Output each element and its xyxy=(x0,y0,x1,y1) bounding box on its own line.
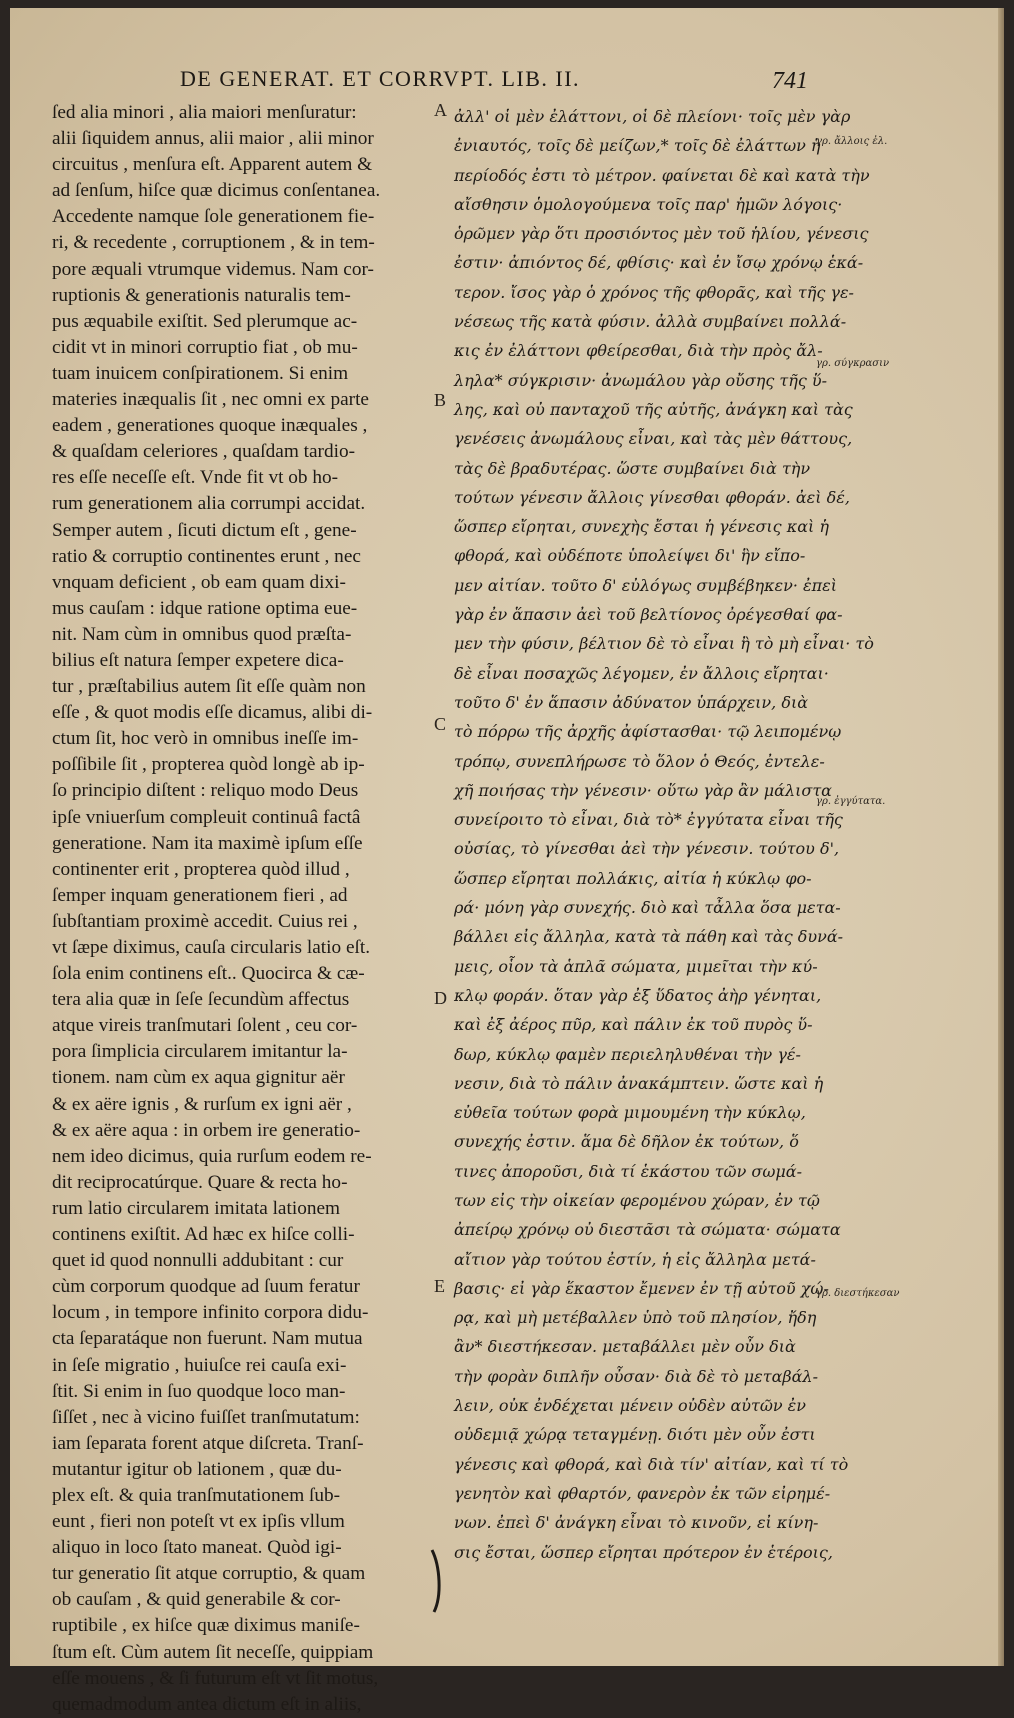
latin-text-line: ob cauſam , & quid generabile & cor- xyxy=(52,1589,341,1611)
greek-text-line: λειν, οὐκ ἐνδέχεται μένειν οὐδὲν αὐτῶν ἐν xyxy=(454,1396,806,1416)
latin-text-line: ſed alia minori , alia maiori menſuratur: xyxy=(52,102,357,123)
margin-note-variant: γρ. σύγκρασιν xyxy=(816,358,890,369)
latin-text-line: cùm corporum quodque ad ſuum feratur xyxy=(52,1276,360,1298)
latin-text-line: pora ſimplicia circularem imitantur la- xyxy=(52,1041,348,1063)
latin-text-line: eadem , generationes quoque inæquales , xyxy=(52,415,368,437)
latin-text-line: mus cauſam : idque ratione optima eue- xyxy=(52,597,358,619)
latin-text-line: ſtit. Si enim in ſuo quodque loco man- xyxy=(52,1380,346,1402)
greek-text-line: νέσεως τῆς κατὰ φύσιν. ἀλλὰ συμβαίνει πολλά- xyxy=(454,312,847,332)
latin-text-line: pore æquali vtrumque videmus. Nam cor- xyxy=(52,258,374,280)
latin-text-line: ruptibile , ex hiſce quæ diximus maniſe- xyxy=(52,1615,360,1637)
latin-text-line: dit reciprocatúrque. Quare & recta ho- xyxy=(52,1171,348,1193)
greek-text-line: τούτων γένεσιν ἄλλοις γίνεσθαι φθοράν. ἀεὶ δέ, xyxy=(454,487,850,507)
greek-text-line: μεν τὴν φύσιν, βέλτιον δὲ τὸ εἶναι ἢ τὸ μὴ εἶναι· τὸ xyxy=(454,634,874,654)
greek-text-line: βάλλει εἰς ἄλληλα, κατὰ τὰ πάθη καὶ τὰς δυνά- xyxy=(454,927,844,947)
greek-text-line: γενητὸν καὶ φθαρτόν, φανερὸν ἐκ τῶν εἰρημέ- xyxy=(454,1483,831,1503)
latin-text-line: aliquo in loco ſtato maneat. Quòd igi- xyxy=(52,1537,342,1559)
latin-text-line: Semper autem , ſicuti dictum eſt , gene- xyxy=(52,519,357,541)
greek-text-line: γενέσεις ἀνωμάλους εἶναι, καὶ τὰς μὲν θάττους, xyxy=(454,429,853,449)
greek-text-line: εὐθεῖα τούτων φορὰ μιμουμένη τὴν κύκλῳ, xyxy=(454,1103,806,1123)
running-title: DE GENERAT. ET CORRVPT. LIB. II. xyxy=(180,66,581,91)
latin-text-line: nem ideo dicimus, quia rurſum eodem re- xyxy=(52,1145,372,1167)
page-number: 741 xyxy=(772,68,808,94)
greek-text-line: τὸ πόρρω τῆς ἀρχῆς ἀφίστασθαι· τῷ λειπομένῳ xyxy=(454,722,842,742)
margin-note-variant: γρ. διεστήκεσαν xyxy=(816,1288,900,1299)
book-page xyxy=(10,8,1004,1715)
greek-text-line: συνεχής ἐστιν. ἅμα δὲ δῆλον ἐκ τούτων, ὅ xyxy=(454,1132,799,1152)
latin-text-line: eunt , fieri non poteſt vt ex ipſis vllum xyxy=(52,1511,345,1533)
latin-text-line: ruptionis & generationis naturalis tem- xyxy=(52,284,351,306)
latin-text-line: cidit vt in minori corruptio fiat , ob mu- xyxy=(52,336,358,358)
greek-text-line: νεσιν, διὰ τὸ πάλιν ἀνακάμπτειν. ὥστε καὶ ἡ xyxy=(454,1073,824,1093)
greek-text-line: δωρ, κύκλῳ φαμὲν περιεληλυθέναι τὴν γέ- xyxy=(454,1044,801,1064)
latin-text-line: tionem. nam cùm ex aqua gignitur aër xyxy=(52,1067,345,1089)
margin-letter-b: B xyxy=(434,390,447,410)
latin-text-line: continenter erit , propterea quòd illud , xyxy=(52,858,350,880)
latin-text-line: eſſe , & quot modis eſſe dicamus, alibi di- xyxy=(52,702,373,724)
latin-text-line: pus æquabile exiſtit. Sed plerumque ac- xyxy=(52,310,358,332)
greek-text-line: ἐστιν· ἀπιόντος δέ, φθίσις· καὶ ἐν ἴσῳ χρόνῳ ἑκά- xyxy=(454,253,864,273)
page-edge xyxy=(998,8,1004,1666)
latin-text-line: ipſe vniuerſum compleuit continuâ factâ xyxy=(52,806,361,828)
margin-note-variant: γρ. ἐγγύτατα. xyxy=(816,796,886,807)
greek-text-line: μεν αἰτίαν. τοῦτο δ' εὐλόγως συμβέβηκεν· ἐπεὶ xyxy=(454,575,837,595)
greek-text-line: ὥσπερ εἴρηται, συνεχὴς ἔσται ἡ γένεσις καὶ ἡ xyxy=(454,517,829,537)
greek-text-line: των εἰς τὴν οἰκείαν φερομένου χώραν, ἐν τῷ xyxy=(454,1190,820,1210)
bracket-ornament xyxy=(424,1546,454,1616)
greek-text-line: ρᾳ, καὶ μὴ μετέβαλλεν ὑπὸ τοῦ πλησίον, ἤδη xyxy=(454,1308,817,1328)
latin-text-line: mutantur igitur ob lationem , quæ du- xyxy=(52,1458,342,1480)
margin-letter-e: E xyxy=(434,1276,445,1296)
latin-column xyxy=(52,100,432,1718)
greek-text-line: ὥσπερ εἴρηται πολλάκις, αἰτία ἡ κύκλῳ φο- xyxy=(454,868,812,888)
latin-text-line: rum generationem alia corrumpi accidat. xyxy=(52,493,366,515)
latin-text-line: poſſibile ſit , propterea quòd longè ab ip- xyxy=(52,754,365,776)
latin-text-line: tera alia quæ in ſeſe ſecundùm affectus xyxy=(52,989,350,1011)
greek-text-line: οὐσίας, τὸ γίνεσθαι ἀεὶ τὴν γένεσιν. τούτου δ', xyxy=(454,839,840,859)
greek-text-line: λης, καὶ οὐ πανταχοῦ τῆς αὐτῆς, ἀνάγκη καὶ τὰς xyxy=(454,399,853,419)
greek-text-line: τοῦτο δ' ἐν ἅπασιν ἀδύνατον ὑπάρχειν, διὰ xyxy=(454,692,809,712)
latin-text-line: circuitus , menſura eſt. Apparent autem & xyxy=(52,154,373,176)
latin-text-line: tur generatio ſit atque corruptio, & quam xyxy=(52,1563,366,1585)
latin-text-line: ratio & corruptio continentes erunt , nec xyxy=(52,545,361,567)
greek-text-line: φθορά, καὶ οὐδέποτε ὑπολείψει δι' ἣν εἴπο- xyxy=(454,546,806,566)
latin-text-line: in ſeſe migratio , huiuſce rei cauſa exi- xyxy=(52,1354,347,1376)
latin-text-line: quemadmodum antea dictum eſt in aliis, xyxy=(52,1693,362,1715)
latin-text-line: ſtum eſt. Cùm autem ſit neceſſe, quippiam xyxy=(52,1641,374,1663)
greek-text-line: τὰς δὲ βραδυτέρας. ὥστε συμβαίνει διὰ τὴν xyxy=(454,458,811,478)
latin-text-line: ſemper inquam generationem fieri , ad xyxy=(52,884,348,906)
latin-text-line: ſo principio diſtent : reliquo modo Deus xyxy=(52,780,359,802)
latin-text-line: nit. Nam cùm in omnibus quod præſta- xyxy=(52,623,352,645)
greek-text-line: κλῳ φοράν. ὅταν γὰρ ἐξ ὕδατος ἀὴρ γένηται, xyxy=(454,985,822,1005)
latin-text-line: vnquam deficient , ob eam quam dixi- xyxy=(52,571,346,593)
margin-letter-c: C xyxy=(434,714,447,734)
latin-text-line: ad ſenſum, hiſce quæ dicimus conſentanea. xyxy=(52,180,381,202)
latin-text-line: Accedente namque ſole generationem fie- xyxy=(52,206,375,228)
latin-text-line: quet id quod nonnulli addubitant : cur xyxy=(52,1250,344,1272)
margin-letter-a: A xyxy=(434,100,447,120)
latin-text-line: rum latio circularem imitata lationem xyxy=(52,1197,341,1219)
greek-text-line: συνείροιτο τὸ εἶναι, διὰ τὸ* ἐγγύτατα εἶναι τῆς xyxy=(454,810,843,830)
greek-text-line: τὴν φορὰν διπλῆν οὖσαν· διὰ δὲ τὸ μεταβάλ- xyxy=(454,1366,818,1386)
greek-text-line: τερον. ἴσος γὰρ ὁ χρόνος τῆς φθορᾶς, καὶ τῆς γε- xyxy=(454,282,854,302)
greek-text-line: καὶ ἐξ ἀέρος πῦρ, καὶ πάλιν ἐκ τοῦ πυρὸς ὕ- xyxy=(454,1015,813,1035)
latin-text-line: continens exiſtit. Ad hæc ex hiſce colli- xyxy=(52,1224,355,1246)
latin-text-line: atque vireis tranſmutari ſolent , ceu cor- xyxy=(52,1015,358,1037)
greek-text-line: βασις· εἰ γὰρ ἕκαστον ἔμενεν ἐν τῇ αὐτοῦ χώ- xyxy=(454,1278,829,1298)
latin-text-line: plex eſt. & quia tranſmutationem ſub- xyxy=(52,1484,341,1506)
latin-text-line: iam ſeparata forent atque diſcreta. Tranſ- xyxy=(52,1432,364,1454)
latin-text-line: ſiſſet , nec à vicino fuiſſet tranſmutatum: xyxy=(52,1406,360,1428)
margin-letter-d: D xyxy=(434,988,447,1008)
latin-text-line: vt ſæpe diximus, cauſa circularis latio eſt. xyxy=(52,937,371,958)
latin-text-line: res eſſe neceſſe eſt. Vnde fit vt ob ho- xyxy=(52,467,339,489)
greek-text-line: ληλα* σύγκρισιν· ἀνωμάλου γὰρ οὔσης τῆς ὕ- xyxy=(454,370,827,390)
greek-text-line: αἴτιον γὰρ τούτου ἐστίν, ἡ εἰς ἄλληλα μετά- xyxy=(454,1249,816,1269)
greek-text-line: δὲ εἶναι ποσαχῶς λέγομεν, ἐν ἄλλοις εἴρηται· xyxy=(454,663,829,683)
greek-text-line: αἴσθησιν ὁμολογούμενα τοῖς παρ' ἡμῶν λόγοις· xyxy=(454,194,843,214)
greek-text-line: ρά· μόνη γὰρ συνεχής. διὸ καὶ τἆλλα ὅσα μετα- xyxy=(454,898,841,918)
latin-text-line: materies inæqualis ſit , nec omni ex parte xyxy=(52,389,369,411)
latin-text-line: tur , præſtabilius autem ſit eſſe quàm non xyxy=(52,676,366,698)
latin-text-line: ſola enim continens eſt.. Quocirca & cæ- xyxy=(52,963,365,985)
greek-text-line: γὰρ ἐν ἅπασιν ἀεὶ τοῦ βελτίονος ὀρέγεσθαί φα- xyxy=(454,605,843,625)
greek-text-line: ἂν* διεστήκεσαν. μεταβάλλει μὲν οὖν διὰ xyxy=(454,1337,796,1357)
latin-text-line: cta ſeparatáque non fuerunt. Nam mutua xyxy=(52,1328,363,1350)
greek-text-line: ἐνιαυτός, τοῖς δὲ μείζων,* τοῖς δὲ ἐλάττων ἡ xyxy=(454,136,821,156)
latin-text-line: generatione. Nam ita maximè ipſum eſſe xyxy=(52,832,363,854)
latin-text-line: ri, & recedente , corruptionem , & in tem- xyxy=(52,232,375,254)
greek-text-line: ὁρῶμεν γὰρ ὅτι προσιόντος μὲν τοῦ ἡλίου, γένεσις xyxy=(454,224,869,244)
latin-text-line: bilius eſt natura ſemper expetere dica- xyxy=(52,649,344,671)
latin-text-line: & ex aëre ignis , & rurſum ex igni aër , xyxy=(52,1093,352,1115)
latin-text-line: eſſe mouens , & ſi futurum eſt vt ſit motus, xyxy=(52,1667,379,1689)
greek-text-line: οὐδεμιᾷ χώρᾳ τεταγμένῃ. διότι μὲν οὖν ἐστι xyxy=(454,1425,816,1445)
latin-text-line: ſubſtantiam proximè accedit. Cuius rei , xyxy=(52,910,358,932)
greek-text-line: χῆ ποιήσας τὴν γένεσιν· οὕτω γὰρ ἂν μάλιστα xyxy=(454,780,832,800)
latin-text-line: & ex aëre aqua : in orbem ire generatio- xyxy=(52,1119,361,1141)
greek-text-line: μεις, οἷον τὰ ἁπλᾶ σώματα, μιμεῖται τὴν κύ- xyxy=(454,956,818,976)
greek-text-line: τινες ἀποροῦσι, διὰ τί ἑκάστου τῶν σωμά- xyxy=(454,1161,802,1181)
latin-text-line: tuam inuicem conſpirationem. Si enim xyxy=(52,362,349,384)
margin-note-variant: γρ. ἄλλοις ἐλ. xyxy=(816,136,888,147)
greek-text-line: νων. ἐπεὶ δ' ἀνάγκη εἶναι τὸ κινοῦν, εἰ κίνη- xyxy=(454,1513,819,1533)
latin-text-line: alii ſiquidem annus, alii maior , alii minor xyxy=(52,128,374,150)
greek-text-line: γένεσις καὶ φθορά, καὶ διὰ τίν' αἰτίαν, καὶ τί τὸ xyxy=(454,1454,849,1474)
latin-text-line: locum , in tempore infinito corpora didu- xyxy=(52,1302,369,1324)
latin-text-line: & quaſdam celeriores , quaſdam tardio- xyxy=(52,441,356,463)
greek-text-line: κις ἐν ἐλάττονι φθείρεσθαι, διὰ τὴν πρὸς ἄλ- xyxy=(454,341,823,361)
latin-text-line: ctum ſit, hoc verò in omnibus ineſſe im- xyxy=(52,728,359,750)
greek-text-line: τρόπῳ, συνεπλήρωσε τὸ ὅλον ὁ Θεός, ἐντελε- xyxy=(454,751,825,771)
greek-text-line: σις ἔσται, ὥσπερ εἴρηται πρότερον ἐν ἑτέροις, xyxy=(454,1542,833,1562)
greek-text-line: ἀλλ' οἱ μὲν ἐλάττονι, οἱ δὲ πλείονι· τοῖς μὲν γὰρ xyxy=(454,107,851,126)
greek-text-line: περίοδός ἐστι τὸ μέτρον. φαίνεται δὲ καὶ κατὰ τὴν xyxy=(454,165,870,185)
greek-text-line: ἀπείρῳ χρόνῳ οὐ διεστᾶσι τὰ σώματα· σώματα xyxy=(454,1220,841,1240)
